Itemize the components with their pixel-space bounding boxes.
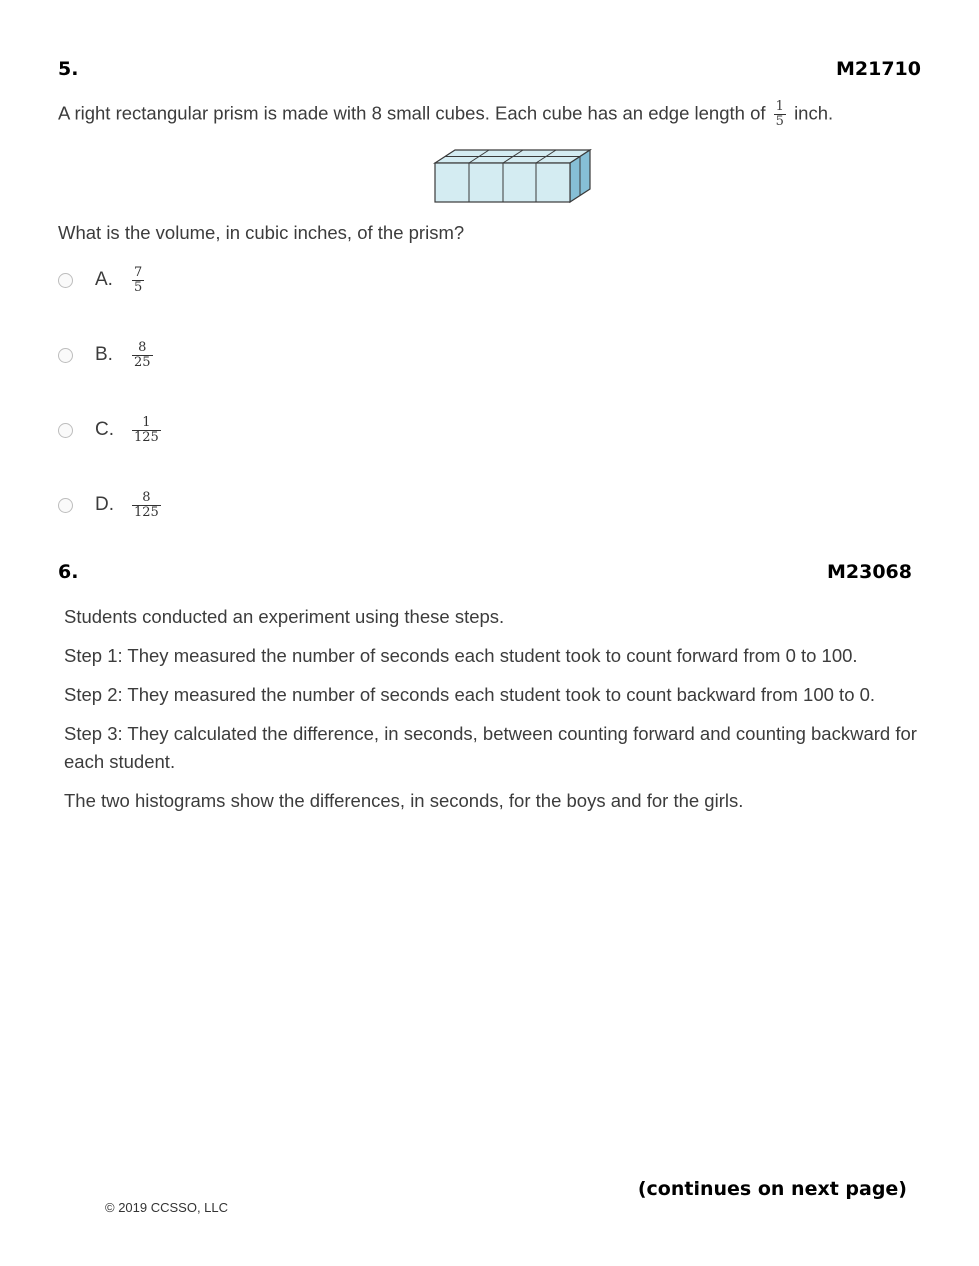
edge-length-fraction (774, 100, 786, 129)
radio-button-c[interactable] (58, 423, 73, 438)
fraction-denominator: 5 (134, 279, 143, 295)
rectangular-prism-figure (430, 145, 596, 207)
copyright-notice: © 2019 CCSSO, LLC (105, 1200, 229, 1215)
step-3-text: Step 3: They calculated the difference, in seconds, between counting forward and counting backward for each student. (64, 723, 917, 772)
radio-button-b[interactable] (58, 348, 73, 363)
step-1-text: Step 1: They measured the number of seconds each student took to count forward from 0 to 100. (64, 645, 858, 666)
fraction-numerator: 7 (134, 264, 143, 280)
fraction-denominator: 5 (775, 114, 784, 129)
fraction-denominator: 125 (134, 429, 159, 445)
radio-button-a[interactable] (58, 273, 73, 288)
option-letter: B. (95, 344, 113, 365)
answer-option-a[interactable] (58, 258, 147, 302)
step-2-text: Step 2: They measured the number of seconds each student took to count backward from 100 to 0. (64, 684, 876, 705)
question-5-id: M21710 (835, 58, 921, 80)
option-letter: D. (95, 494, 114, 515)
fraction-numerator: 1 (142, 414, 151, 430)
question-5-stem (58, 100, 833, 129)
continues-on-next-page: (continues on next page) (637, 1178, 907, 1200)
fraction-denominator: 25 (134, 354, 151, 370)
fraction-numerator: 8 (138, 339, 147, 355)
question-6-intro: Students conducted an experiment using these steps. (64, 606, 505, 627)
option-b-fraction (132, 341, 153, 370)
question-6-id: M23068 (826, 561, 912, 583)
question-5-prompt: What is the volume, in cubic inches, of the prism? (58, 222, 465, 243)
fraction-numerator: 8 (142, 489, 151, 505)
question-5-number: 5. (58, 58, 79, 80)
answer-option-d[interactable] (58, 483, 164, 527)
option-c-fraction (132, 416, 161, 445)
answer-option-c[interactable] (58, 408, 164, 452)
question-6-number: 6. (58, 561, 79, 583)
option-letter: A. (95, 269, 113, 290)
answer-option-b[interactable] (58, 333, 156, 377)
fraction-denominator: 125 (134, 504, 159, 520)
radio-button-d[interactable] (58, 498, 73, 513)
fraction-numerator: 1 (775, 99, 784, 114)
option-a-fraction (132, 266, 144, 295)
question-5-stem-unit: inch. (794, 102, 834, 124)
question-5-stem-text: A right rectangular prism is made with 8 small cubes. Each cube has an edge length of (58, 102, 766, 124)
histogram-description: The two histograms show the differences, in seconds, for the boys and for the girls. (64, 790, 744, 811)
option-letter: C. (95, 419, 114, 440)
option-d-fraction (132, 491, 161, 520)
